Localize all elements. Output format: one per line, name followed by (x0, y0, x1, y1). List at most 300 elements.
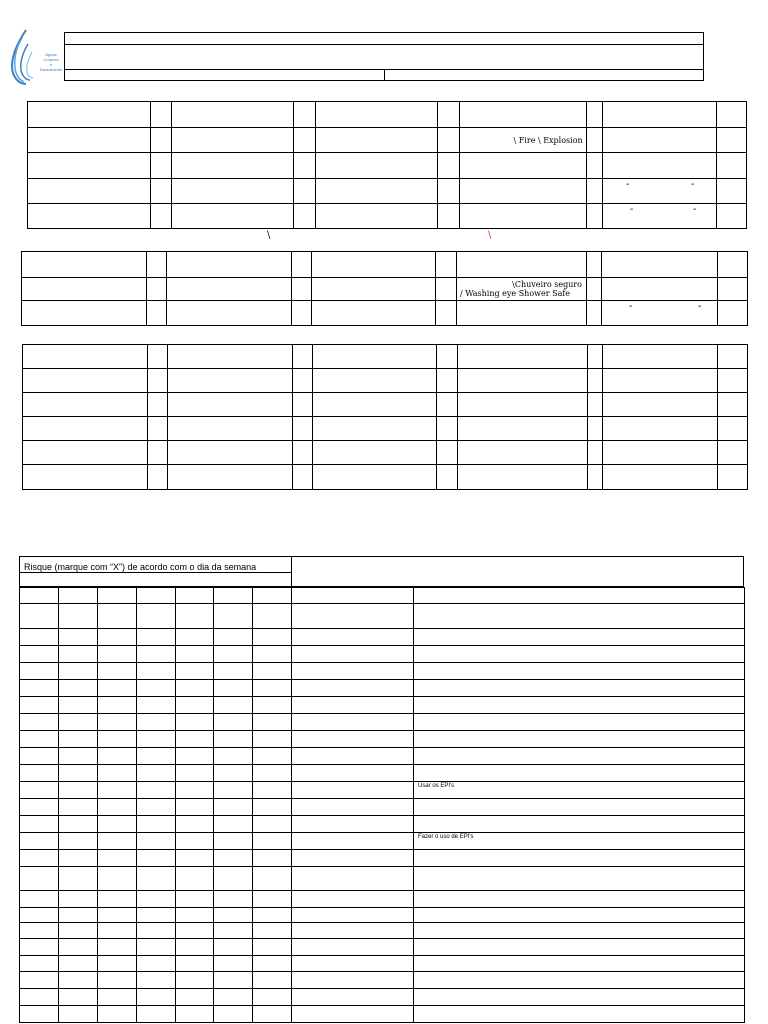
check-cell[interactable] (151, 102, 172, 128)
ppe-cell (23, 393, 148, 417)
hazard-cell (602, 102, 716, 128)
day-check-cell[interactable] (253, 629, 292, 646)
day-check-cell[interactable] (98, 908, 137, 923)
check-cell[interactable] (437, 417, 458, 441)
checklist-row (20, 850, 745, 867)
ppe-cell (168, 369, 293, 393)
day-check-cell[interactable] (176, 908, 214, 923)
check-cell[interactable] (292, 301, 312, 326)
day-check-cell[interactable] (214, 629, 253, 646)
day-check-cell[interactable] (214, 646, 253, 663)
day-check-cell[interactable] (176, 697, 214, 714)
hazard-cell (172, 102, 294, 128)
day-check-cell[interactable] (20, 748, 59, 765)
hazard-cell (602, 128, 716, 153)
day-check-cell[interactable] (176, 680, 214, 697)
day-check-cell[interactable] (176, 782, 214, 799)
ppe-cell (603, 441, 718, 465)
check-cell[interactable] (148, 369, 168, 393)
day-check-cell[interactable] (176, 765, 214, 782)
day-check-cell[interactable] (59, 748, 98, 765)
day-check-cell[interactable] (137, 939, 176, 956)
action-cell (414, 989, 745, 1006)
day-check-cell[interactable] (253, 799, 292, 816)
day-check-cell[interactable] (214, 923, 253, 939)
day-check-cell[interactable] (98, 972, 137, 989)
day-check-cell[interactable] (20, 816, 59, 833)
day-check-cell[interactable] (59, 629, 98, 646)
day-check-cell[interactable] (214, 799, 253, 816)
day-check-cell[interactable] (253, 748, 292, 765)
day-check-cell[interactable] (176, 850, 214, 867)
hazard-cell (459, 204, 586, 229)
day-check-cell[interactable] (59, 956, 98, 972)
day-check-cell[interactable] (253, 850, 292, 867)
day-check-cell[interactable] (176, 939, 214, 956)
check-cell[interactable] (587, 252, 602, 278)
item-cell (292, 816, 414, 833)
day-check-cell[interactable] (59, 782, 98, 799)
day-check-cell[interactable] (176, 714, 214, 731)
ppe-cell (23, 417, 148, 441)
ppe-cell (23, 441, 148, 465)
check-cell[interactable] (437, 179, 459, 204)
day-check-cell[interactable] (98, 697, 137, 714)
day-check-cell[interactable] (98, 850, 137, 867)
day-check-cell[interactable] (20, 1006, 59, 1023)
day-check-cell[interactable] (59, 731, 98, 748)
checklist-header-label-box (20, 557, 292, 573)
day-check-cell[interactable] (137, 765, 176, 782)
action-cell (414, 816, 745, 833)
check-cell[interactable] (716, 102, 746, 128)
check-cell[interactable] (718, 252, 748, 278)
day-check-cell[interactable] (59, 588, 98, 604)
ppe-cell (313, 417, 437, 441)
check-cell[interactable] (716, 153, 746, 179)
day-check-cell[interactable] (59, 989, 98, 1006)
day-check-cell[interactable] (214, 714, 253, 731)
day-check-cell[interactable] (20, 908, 59, 923)
day-check-cell[interactable] (214, 748, 253, 765)
day-check-cell[interactable] (20, 731, 59, 748)
check-cell[interactable] (293, 465, 313, 490)
ppe-cell (313, 393, 437, 417)
day-check-cell[interactable] (214, 765, 253, 782)
day-check-cell[interactable] (20, 765, 59, 782)
day-check-cell[interactable] (253, 989, 292, 1006)
item-cell (292, 731, 414, 748)
day-check-cell[interactable] (137, 680, 176, 697)
day-check-cell[interactable] (98, 604, 137, 629)
day-check-cell[interactable] (214, 663, 253, 680)
day-check-cell[interactable] (20, 972, 59, 989)
day-check-cell[interactable] (214, 731, 253, 748)
hazard-cell (316, 102, 437, 128)
day-check-cell[interactable] (176, 748, 214, 765)
check-cell[interactable] (293, 417, 313, 441)
day-check-cell[interactable] (59, 697, 98, 714)
day-check-cell[interactable] (98, 816, 137, 833)
day-check-cell[interactable] (98, 765, 137, 782)
check-cell[interactable] (437, 393, 458, 417)
range-dash: - (698, 301, 702, 312)
day-check-cell[interactable] (176, 989, 214, 1006)
day-check-cell[interactable] (176, 972, 214, 989)
day-check-cell[interactable] (137, 799, 176, 816)
check-cell[interactable] (718, 441, 748, 465)
day-check-cell[interactable] (98, 867, 137, 891)
day-check-cell[interactable] (137, 867, 176, 891)
day-check-cell[interactable] (20, 867, 59, 891)
day-check-cell[interactable] (20, 850, 59, 867)
header-right-cell (384, 70, 704, 81)
day-check-cell[interactable] (59, 939, 98, 956)
day-check-cell[interactable] (59, 816, 98, 833)
item-cell (292, 697, 414, 714)
check-cell[interactable] (148, 465, 168, 490)
day-check-cell[interactable] (98, 663, 137, 680)
day-check-cell[interactable] (20, 646, 59, 663)
check-cell[interactable] (436, 278, 457, 301)
day-check-cell[interactable] (20, 891, 59, 908)
day-check-cell[interactable] (59, 1006, 98, 1023)
day-check-cell[interactable] (98, 799, 137, 816)
day-check-cell[interactable] (59, 663, 98, 680)
check-cell[interactable] (148, 345, 168, 369)
day-check-cell[interactable] (20, 629, 59, 646)
shower-label-line1: \Chuveiro seguro (512, 280, 582, 289)
check-cell[interactable] (586, 153, 602, 179)
check-cell[interactable] (294, 102, 316, 128)
check-cell[interactable] (586, 102, 602, 128)
day-check-cell[interactable] (137, 588, 176, 604)
day-check-cell[interactable] (176, 891, 214, 908)
day-check-cell[interactable] (137, 956, 176, 972)
check-cell[interactable] (586, 204, 602, 229)
day-check-cell[interactable] (253, 714, 292, 731)
day-check-cell[interactable] (214, 1006, 253, 1023)
day-check-cell[interactable] (253, 765, 292, 782)
day-check-cell[interactable] (214, 588, 253, 604)
item-cell (292, 833, 414, 850)
check-cell[interactable] (718, 369, 748, 393)
day-check-cell[interactable] (214, 939, 253, 956)
day-check-cell[interactable] (214, 782, 253, 799)
check-cell[interactable] (718, 417, 748, 441)
checklist-row (20, 989, 745, 1006)
day-check-cell[interactable] (98, 731, 137, 748)
check-cell[interactable] (437, 204, 459, 229)
check-cell[interactable] (294, 179, 316, 204)
day-check-cell[interactable] (214, 989, 253, 1006)
day-check-cell[interactable] (98, 833, 137, 850)
day-check-cell[interactable] (176, 956, 214, 972)
check-cell[interactable] (586, 128, 602, 153)
day-check-cell[interactable] (137, 816, 176, 833)
hazard-cell (28, 204, 151, 229)
ppe-cell (168, 393, 293, 417)
item-cell (292, 604, 414, 629)
day-check-cell[interactable] (98, 646, 137, 663)
item-cell (292, 867, 414, 891)
day-check-cell[interactable] (253, 680, 292, 697)
item-cell (292, 714, 414, 731)
day-check-cell[interactable] (59, 799, 98, 816)
check-cell[interactable] (588, 417, 603, 441)
action-cell (414, 588, 745, 604)
day-check-cell[interactable] (214, 891, 253, 908)
day-check-cell[interactable] (253, 833, 292, 850)
check-cell[interactable] (718, 465, 748, 490)
check-cell[interactable] (718, 278, 748, 301)
day-check-cell[interactable] (20, 833, 59, 850)
day-check-cell[interactable] (137, 731, 176, 748)
check-cell[interactable] (588, 441, 603, 465)
day-check-cell[interactable] (176, 646, 214, 663)
hazards-table (27, 101, 747, 229)
day-check-cell[interactable] (176, 1006, 214, 1023)
day-check-cell[interactable] (137, 714, 176, 731)
action-cell (414, 972, 745, 989)
day-check-cell[interactable] (20, 604, 59, 629)
day-check-cell[interactable] (214, 908, 253, 923)
day-check-cell[interactable] (98, 588, 137, 604)
check-cell[interactable] (588, 465, 603, 490)
action-cell (414, 663, 745, 680)
day-check-cell[interactable] (20, 989, 59, 1006)
check-cell[interactable] (436, 301, 457, 326)
day-check-cell[interactable] (59, 850, 98, 867)
check-cell[interactable] (293, 345, 313, 369)
day-check-cell[interactable] (253, 604, 292, 629)
day-check-cell[interactable] (137, 663, 176, 680)
day-check-cell[interactable] (98, 748, 137, 765)
day-check-cell[interactable] (176, 604, 214, 629)
equipment-cell (312, 301, 436, 326)
day-check-cell[interactable] (137, 748, 176, 765)
check-cell[interactable] (436, 252, 457, 278)
day-check-cell[interactable] (176, 629, 214, 646)
day-check-cell[interactable] (59, 908, 98, 923)
day-check-cell[interactable] (59, 867, 98, 891)
day-check-cell[interactable] (253, 697, 292, 714)
day-check-cell[interactable] (176, 799, 214, 816)
equipment-cell (457, 301, 587, 326)
check-cell[interactable] (292, 252, 312, 278)
check-cell[interactable] (147, 252, 167, 278)
day-check-cell[interactable] (253, 646, 292, 663)
day-check-cell[interactable] (98, 891, 137, 908)
day-check-cell[interactable] (137, 923, 176, 939)
day-check-cell[interactable] (20, 697, 59, 714)
check-cell[interactable] (148, 393, 168, 417)
day-check-cell[interactable] (59, 891, 98, 908)
check-cell[interactable] (293, 393, 313, 417)
day-check-cell[interactable] (214, 833, 253, 850)
day-check-cell[interactable] (59, 765, 98, 782)
day-check-cell[interactable] (137, 908, 176, 923)
day-check-cell[interactable] (98, 939, 137, 956)
day-check-cell[interactable] (253, 1006, 292, 1023)
day-check-cell[interactable] (20, 782, 59, 799)
check-cell[interactable] (437, 369, 458, 393)
day-check-cell[interactable] (137, 697, 176, 714)
day-check-cell[interactable] (214, 816, 253, 833)
check-cell[interactable] (588, 369, 603, 393)
day-check-cell[interactable] (253, 816, 292, 833)
day-check-cell[interactable] (176, 663, 214, 680)
action-cell (414, 697, 745, 714)
day-check-cell[interactable] (137, 629, 176, 646)
day-check-cell[interactable] (214, 850, 253, 867)
day-check-cell[interactable] (176, 731, 214, 748)
day-check-cell[interactable] (253, 782, 292, 799)
day-check-cell[interactable] (253, 923, 292, 939)
day-check-cell[interactable] (176, 867, 214, 891)
check-cell[interactable] (437, 153, 459, 179)
check-cell[interactable] (147, 278, 167, 301)
check-cell[interactable] (716, 128, 746, 153)
day-check-cell[interactable] (59, 714, 98, 731)
check-cell[interactable] (294, 128, 316, 153)
day-check-cell[interactable] (20, 588, 59, 604)
day-check-cell[interactable] (137, 604, 176, 629)
day-check-cell[interactable] (214, 867, 253, 891)
day-check-cell[interactable] (214, 604, 253, 629)
check-cell[interactable] (587, 278, 602, 301)
day-check-cell[interactable] (98, 923, 137, 939)
check-cell[interactable] (716, 204, 746, 229)
check-cell[interactable] (294, 153, 316, 179)
check-cell[interactable] (718, 345, 748, 369)
day-check-cell[interactable] (59, 923, 98, 939)
day-check-cell[interactable] (253, 731, 292, 748)
day-check-cell[interactable] (20, 680, 59, 697)
day-check-cell[interactable] (137, 646, 176, 663)
day-check-cell[interactable] (253, 956, 292, 972)
day-check-cell[interactable] (214, 972, 253, 989)
day-check-cell[interactable] (214, 697, 253, 714)
check-cell[interactable] (148, 441, 168, 465)
day-check-cell[interactable] (20, 799, 59, 816)
check-cell[interactable] (293, 369, 313, 393)
fire-explosion-label: \ Fire \ Explosion (459, 128, 586, 153)
day-check-cell[interactable] (20, 939, 59, 956)
day-check-cell[interactable] (20, 663, 59, 680)
day-check-cell[interactable] (59, 646, 98, 663)
hazard-cell (28, 179, 151, 204)
hazard-cell (316, 153, 437, 179)
day-check-cell[interactable] (253, 588, 292, 604)
day-check-cell[interactable] (20, 956, 59, 972)
check-cell[interactable] (151, 128, 172, 153)
day-check-cell[interactable] (137, 1006, 176, 1023)
check-cell[interactable] (147, 301, 167, 326)
day-check-cell[interactable] (98, 629, 137, 646)
day-check-cell[interactable] (98, 1006, 137, 1023)
ppe-cell (313, 441, 437, 465)
day-check-cell[interactable] (176, 923, 214, 939)
check-cell[interactable] (293, 441, 313, 465)
day-check-cell[interactable] (253, 663, 292, 680)
action-cell (414, 908, 745, 923)
check-cell[interactable] (588, 393, 603, 417)
action-cell (414, 765, 745, 782)
check-cell[interactable] (718, 393, 748, 417)
day-check-cell[interactable] (98, 714, 137, 731)
check-cell[interactable] (586, 179, 602, 204)
day-check-cell[interactable] (59, 604, 98, 629)
check-cell[interactable] (588, 345, 603, 369)
check-cell[interactable] (587, 301, 602, 326)
header-table (64, 32, 704, 81)
check-cell[interactable] (151, 179, 172, 204)
day-check-cell[interactable] (137, 833, 176, 850)
day-check-cell[interactable] (98, 989, 137, 1006)
day-check-cell[interactable] (137, 891, 176, 908)
check-cell[interactable] (437, 128, 459, 153)
day-check-cell[interactable] (98, 680, 137, 697)
hazard-cell (602, 179, 716, 204)
day-check-cell[interactable] (98, 956, 137, 972)
day-check-cell[interactable] (137, 850, 176, 867)
day-check-cell[interactable] (59, 833, 98, 850)
day-check-cell[interactable] (253, 891, 292, 908)
day-check-cell[interactable] (214, 956, 253, 972)
check-cell[interactable] (148, 417, 168, 441)
check-cell[interactable] (716, 179, 746, 204)
equipment-cell (602, 252, 718, 278)
day-check-cell[interactable] (253, 867, 292, 891)
checklist-row (20, 748, 745, 765)
action-cell (414, 646, 745, 663)
day-check-cell[interactable] (176, 833, 214, 850)
day-check-cell[interactable] (59, 680, 98, 697)
day-check-cell[interactable] (137, 972, 176, 989)
company-logo (8, 28, 64, 88)
checklist-row (20, 646, 745, 663)
check-cell[interactable] (437, 102, 459, 128)
day-check-cell[interactable] (176, 816, 214, 833)
day-check-cell[interactable] (137, 782, 176, 799)
day-check-cell[interactable] (59, 972, 98, 989)
day-check-cell[interactable] (20, 923, 59, 939)
day-check-cell[interactable] (20, 714, 59, 731)
day-check-cell[interactable] (214, 680, 253, 697)
day-check-cell[interactable] (98, 782, 137, 799)
day-check-cell[interactable] (253, 972, 292, 989)
check-cell[interactable] (437, 441, 458, 465)
action-cell: Fazer o uso de EPI's (414, 833, 745, 850)
logo-text-line: Limpeza (43, 57, 59, 62)
day-check-cell[interactable] (137, 989, 176, 1006)
ppe-cell (603, 417, 718, 441)
check-cell[interactable] (718, 301, 748, 326)
check-cell[interactable] (292, 278, 312, 301)
check-cell[interactable] (437, 465, 458, 490)
day-check-cell[interactable] (253, 908, 292, 923)
day-check-cell[interactable] (253, 939, 292, 956)
check-cell[interactable] (151, 153, 172, 179)
day-check-cell[interactable] (176, 588, 214, 604)
header-left-cell (65, 70, 385, 81)
item-cell (292, 748, 414, 765)
action-cell (414, 867, 745, 891)
check-cell[interactable] (437, 345, 458, 369)
check-cell[interactable] (294, 204, 316, 229)
check-cell[interactable] (151, 204, 172, 229)
